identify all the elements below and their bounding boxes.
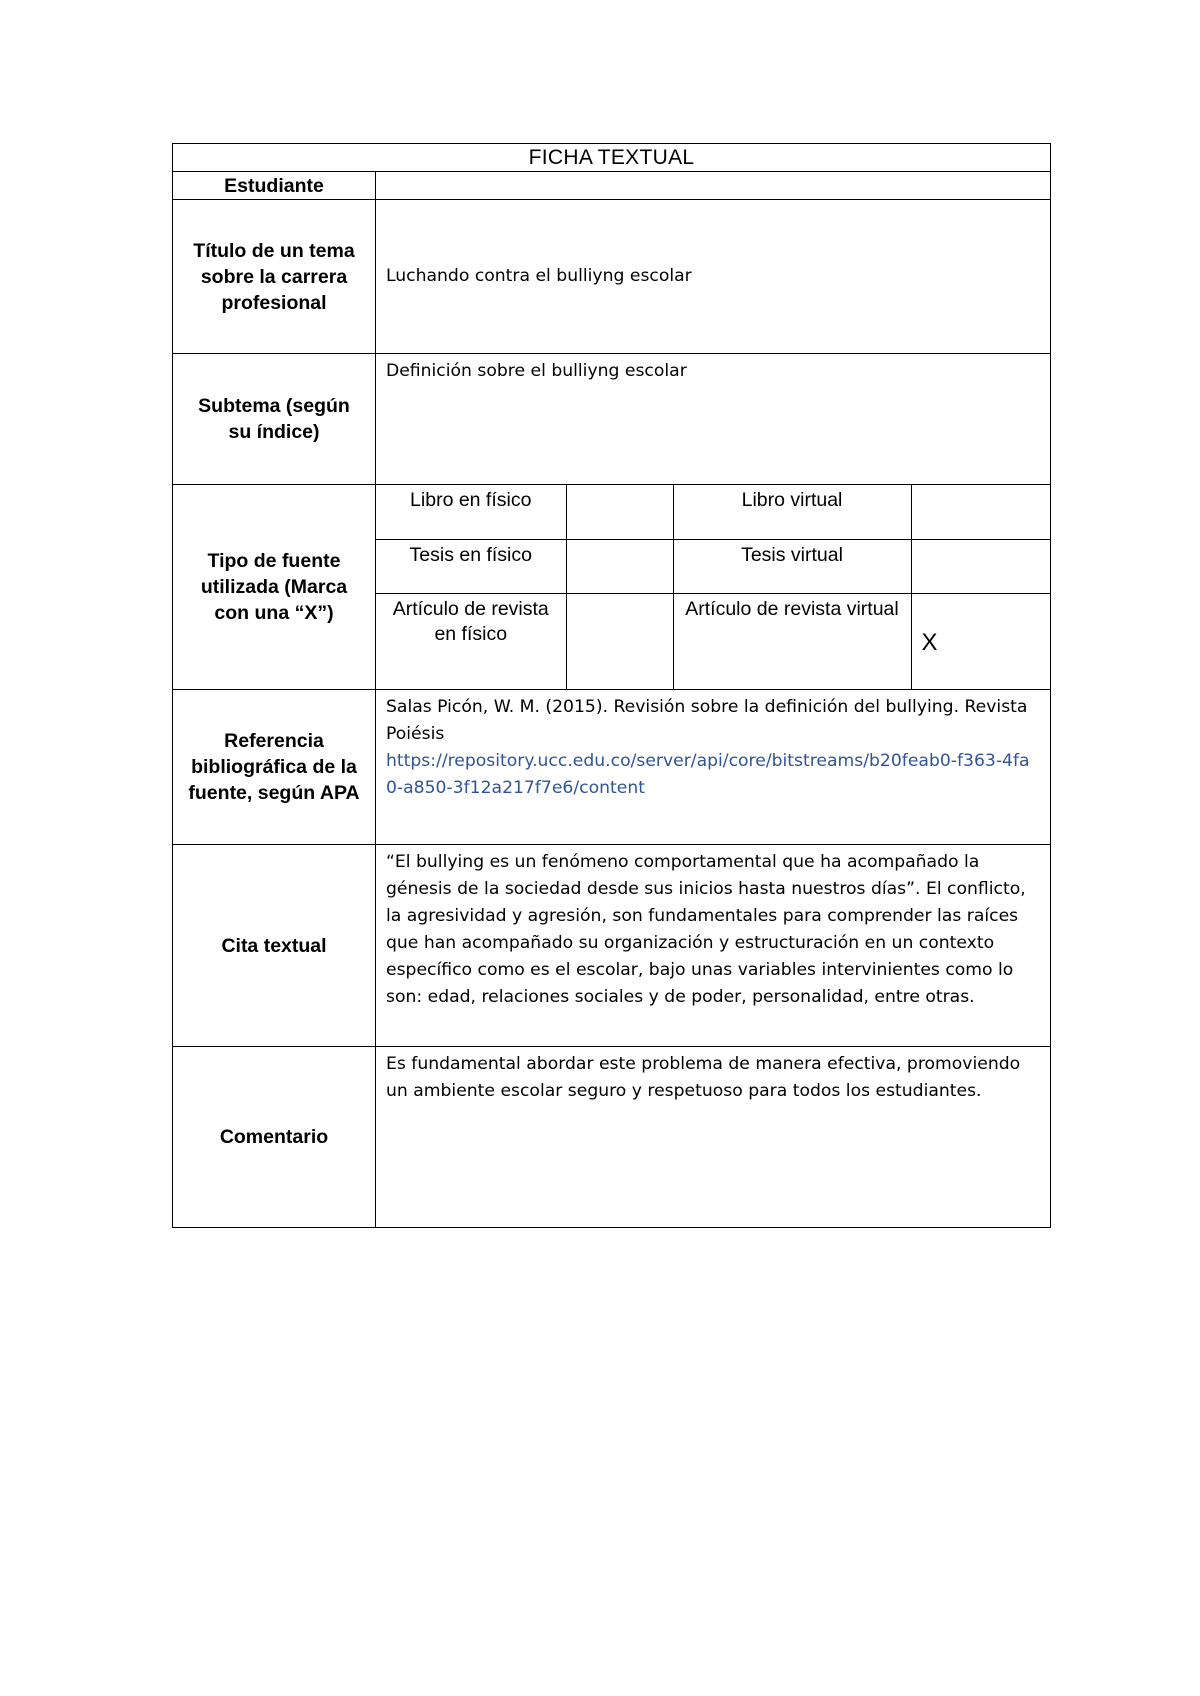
source-mark-cell[interactable]	[911, 539, 1051, 593]
titulo-label: Título de un tema sobre la carrera profesional	[173, 200, 376, 354]
source-mark-cell[interactable]	[566, 485, 673, 539]
source-option-label: Libro en físico	[376, 485, 566, 539]
cita-value: “El bullying es un fenómeno comportamental que ha acompañado la génesis de la sociedad desde sus inicios hasta nuestros días”. El conflicto, la agresividad y agresión, son fundamentales para comprender las raíces que han acompañado su organización y estructuración en un contexto específico como es el escolar, bajo unas variables intervinientes como lo son: edad, relaciones sociales y de poder, personalidad, entre otras.	[376, 845, 1051, 1047]
ficha-textual-table	[172, 143, 1051, 1228]
referencia-label: Referencia bibliográfica de la fuente, según APA	[173, 690, 376, 845]
referencia-value	[376, 690, 1051, 845]
comentario-value: Es fundamental abordar este problema de manera efectiva, promoviendo un ambiente escolar seguro y respetuoso para todos los estudiantes.	[376, 1047, 1051, 1228]
source-option-label: Artículo de revista en físico	[376, 593, 566, 689]
comentario-label: Comentario	[173, 1047, 376, 1228]
source-option-label: Tesis virtual	[673, 539, 911, 593]
source-option-label: Artículo de revista virtual	[673, 593, 911, 689]
source-mark-cell[interactable]	[911, 485, 1051, 539]
tipo-fuente-label: Tipo de fuente utilizada (Marca con una “X”)	[173, 485, 376, 690]
source-mark-cell[interactable]	[566, 539, 673, 593]
estudiante-label: Estudiante	[173, 172, 376, 200]
source-mark-x[interactable]: X	[911, 593, 1051, 689]
estudiante-value	[376, 172, 1051, 200]
cita-label: Cita textual	[173, 845, 376, 1047]
tipo-fuente-grid	[376, 485, 1051, 690]
titulo-value: Luchando contra el bulliyng escolar	[376, 200, 1051, 354]
table-title: FICHA TEXTUAL	[173, 144, 1051, 172]
source-mark-cell[interactable]	[566, 593, 673, 689]
subtema-value: Definición sobre el bulliyng escolar	[376, 354, 1051, 485]
source-option-label: Libro virtual	[673, 485, 911, 539]
source-type-table	[376, 485, 1051, 689]
referencia-text: Salas Picón, W. M. (2015). Revisión sobre la definición del bullying. Revista Poiésis	[386, 697, 1028, 744]
referencia-link[interactable]: https://repository.ucc.edu.co/server/api/core/bitstreams/b20feab0-f363-4fa0-a850-3f12a217f7e6/content	[386, 751, 1030, 798]
subtema-label: Subtema (según su índice)	[173, 354, 376, 485]
source-option-label: Tesis en físico	[376, 539, 566, 593]
